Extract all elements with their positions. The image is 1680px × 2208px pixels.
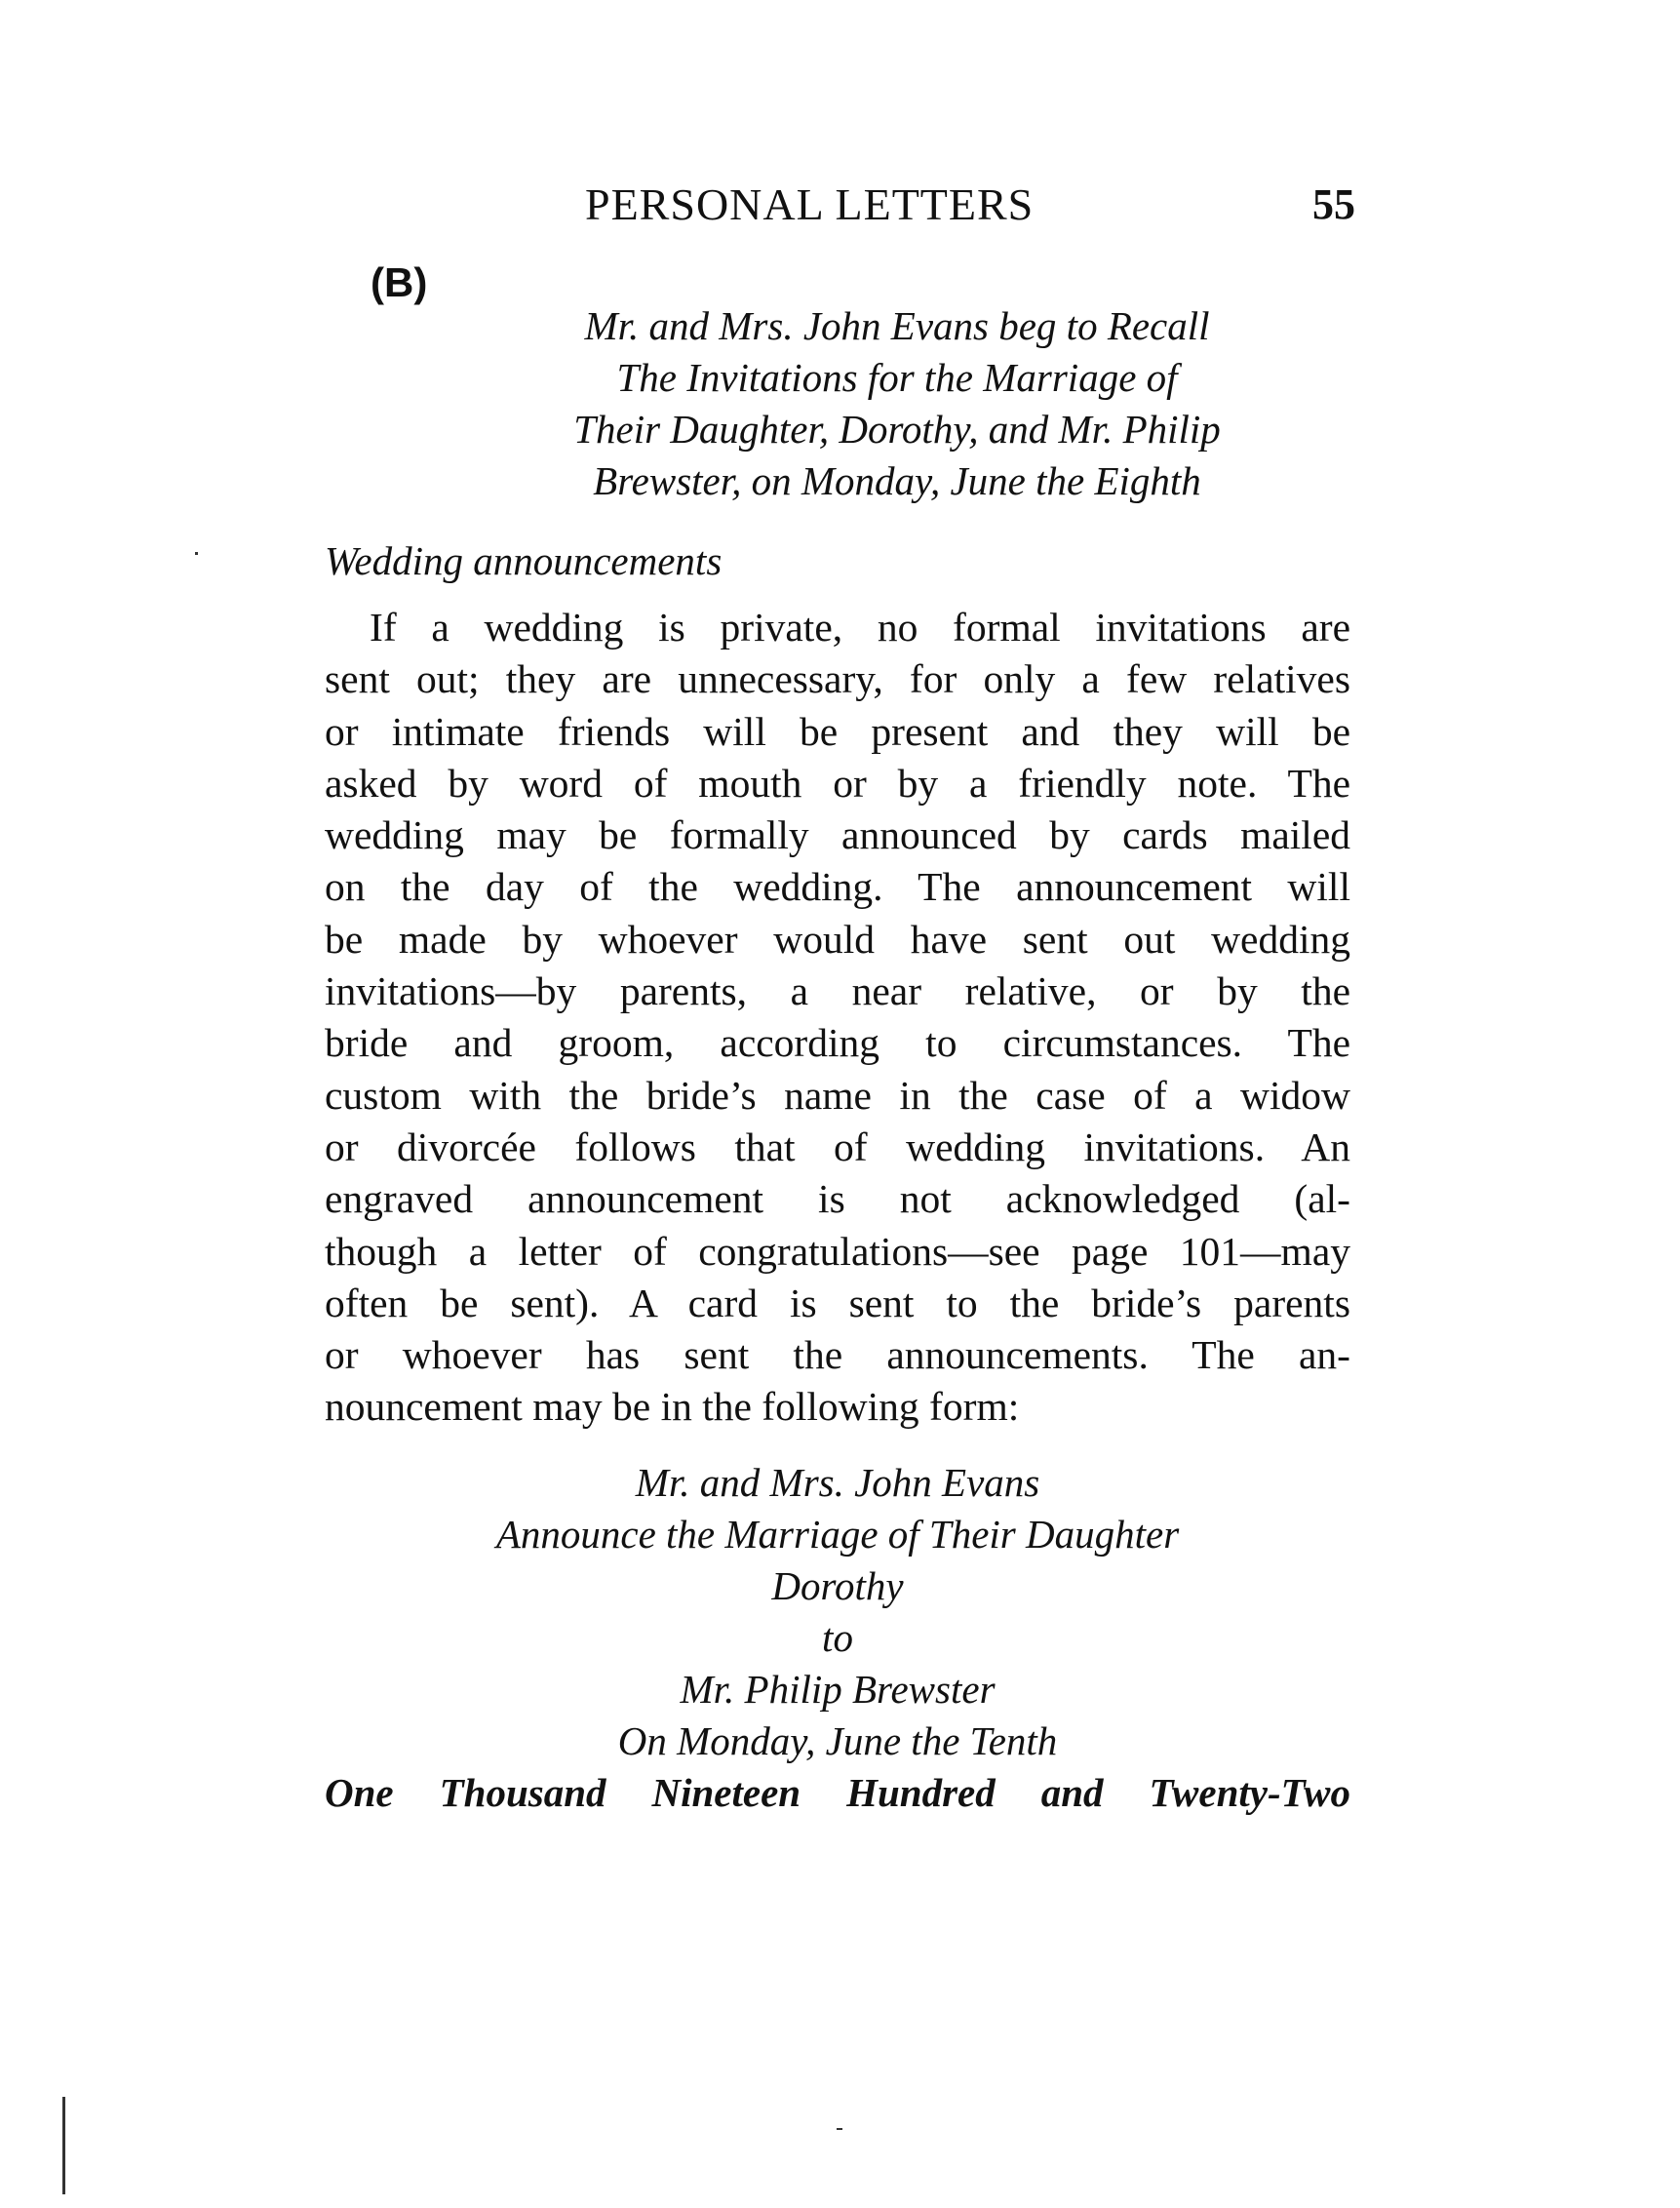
announcement-line: Mr. Philip Brewster bbox=[680, 1667, 996, 1712]
running-title: PERSONAL LETTERS bbox=[585, 179, 1035, 229]
body-paragraph bbox=[325, 602, 1350, 1434]
paragraph-line: invitations—by parents, a near relative, or by the bbox=[325, 968, 1350, 1014]
announcement-sample bbox=[325, 1457, 1350, 1819]
announcement-line: to bbox=[822, 1615, 853, 1660]
paragraph-line: nouncement may be in the following form: bbox=[325, 1384, 1020, 1430]
paragraph-line: wedding may be formally announced by cards mailed bbox=[325, 812, 1350, 858]
announcement-line: Mr. and Mrs. John Evans bbox=[635, 1460, 1040, 1505]
paragraph-line: bride and groom, according to circumstances. The bbox=[325, 1020, 1350, 1066]
paragraph-line: sent out; they are unnecessary, for only a few relatives bbox=[325, 656, 1350, 702]
paragraph-line: on the day of the wedding. The announcement will bbox=[325, 864, 1350, 910]
paragraph-line: asked by word of mouth or by a friendly note. The bbox=[325, 760, 1350, 806]
running-head bbox=[322, 176, 1355, 234]
paragraph-line: though a letter of congratulations—see page 101—may bbox=[325, 1228, 1350, 1274]
announcement-line: On Monday, June the Tenth bbox=[617, 1718, 1058, 1763]
announcement-line: Dorothy bbox=[771, 1563, 904, 1608]
paragraph-line: custom with the bride’s name in the case of a widow bbox=[325, 1072, 1350, 1118]
recall-line: Mr. and Mrs. John Evans beg to Recall bbox=[584, 303, 1210, 348]
section-subheading: Wedding announcements bbox=[325, 538, 723, 583]
recall-line: Brewster, on Monday, June the Eighth bbox=[593, 458, 1201, 503]
paragraph-line: often be sent). A card is sent to the bride’s parents bbox=[325, 1280, 1350, 1325]
paragraph-line: or divorcée follows that of wedding invitations. An bbox=[325, 1124, 1350, 1169]
recall-line: Their Daughter, Dorothy, and Mr. Philip bbox=[573, 407, 1221, 452]
paragraph-line: If a wedding is private, no formal invitations are bbox=[370, 605, 1350, 650]
paragraph-line: or whoever has sent the announcements. The an- bbox=[325, 1332, 1350, 1378]
scan-edge-mark bbox=[62, 2097, 65, 2194]
paragraph-line: or intimate friends will be present and they will be bbox=[325, 708, 1350, 754]
announcement-closing-line: One Thousand Nineteen Hundred and Twenty-Two bbox=[325, 1770, 1350, 1815]
recall-line: The Invitations for the Marriage of bbox=[616, 355, 1178, 400]
scan-dust-mark bbox=[195, 552, 198, 555]
page-number: 55 bbox=[1312, 180, 1355, 228]
paragraph-line: engraved announcement is not acknowledged (al- bbox=[325, 1176, 1350, 1222]
announcement-line: Announce the Marriage of Their Daughter bbox=[495, 1512, 1180, 1557]
paragraph-line: be made by whoever would have sent out wedding bbox=[325, 916, 1350, 962]
recall-notice bbox=[410, 300, 1385, 507]
section-marker: (B) bbox=[371, 259, 428, 305]
scan-dust-mark bbox=[837, 2128, 842, 2130]
